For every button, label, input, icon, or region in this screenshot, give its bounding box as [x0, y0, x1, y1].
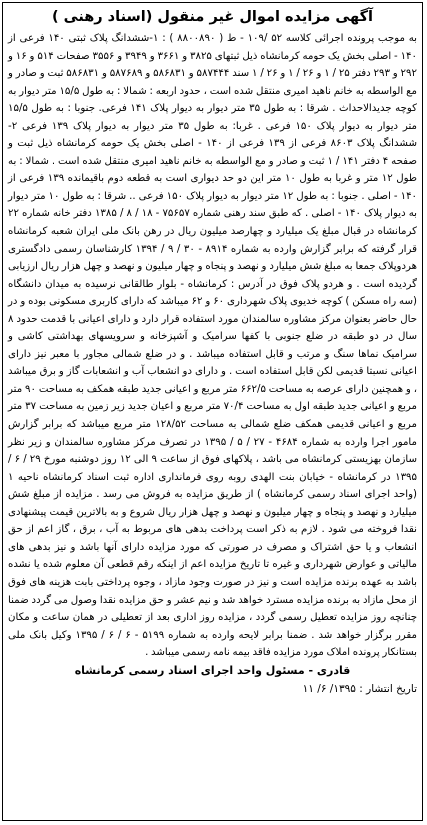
publication-date-value: ۱۳۹۵/ ۶/ ۱۱: [302, 682, 356, 695]
notice-title: آگهی مزایده اموال غیر منقول (اسناد رهنی ): [51, 9, 374, 25]
notice-signature: قادری - مسئول واحد اجرای اسناد رسمی کرمانشاه: [74, 663, 351, 677]
publication-date-label: تاریخ انتشار :: [359, 682, 417, 695]
notice-body: به موجب پرونده اجرائی کلاسه ۵۲ /۱۰۹ - ط ( ۸۸۰۰۸۹۰ ) : ۱-ششدانگ پلاک ثبتی ۱۴۰ فرعی از ۱۴۰ - اصلی بخش یک حومه کرمانشاه ذیل ثبتهای ۳۸۲۵ و ۳۶۶۱ و ۳۹۴۹ و ۳۵۵۶ صفحات ۵۱۴ و ۱۶ و ۲۹۲ و ۲۹۳ دفتر ۲۵ / ۱ و ۲۶ / ۱ و ۲۶ / ۱ سند ۵۸۷۴۴۴ و ۵۸۶۸۳۱ و ۵۸۷۶۸۹ و ۵۸۶۸۳۱ ثبت و صادر و مع الواسطه به خانم ناهید امیری منتقل شده است ، حدود اربعه : شمالا : به طول ۱۵/۵ متر دیوار به کوچه جدیدالاحداث . شرقا : به طول ۳۵ متر دیوار به دیوار پلاک ۱۴۱ فرعی. جنوبا : به طول ۱۵/۵ متر دیوار به دیوار پلاک ۱۵۰ فرعی . غربا: به طول ۳۵ متر دیوار به دیوار پلاک ۱۳۹ فرعی ۲- ششدانگ پلاک ۸۶۰۳ فرعی از ۱۳۹ فرعی از ۱۴۰ - اصلی بخش یک حومه کرمانشاه ذیل ثبت و صفحه ۴ دفتر ۱۴۱ / ۱ ثبت و صادر و مع الواسطه به خانم ناهید امیری منتقل شده است . شمالا : به طول ۱۲ متر و غربا به طول ۱۰ متر این دو حد دیواری است به قطعه دوم باقیمانده ۱۳۹ فرعی از ۱۴۰ - اصلی . جنوبا : به طول ۱۲ متر دیوار به دیوار پلاک ۱۵۰ فرعی .. شرقا : به طول ۱۰ متر دیوار به دیوار پلاک ۱۴۰ - اصلی . که طبق سند رهنی شماره ۷۵۶۵۷ - ۱۸ / ۸ / ۱۳۸۵ دفتر خانه شماره ۲۲ کرمانشاه در قبال مبلغ یک میلیارد و چهارصد میلیون ریال در رهن بانک ملی ایران شعبه کرمانشاه قرار گرفته که برابر گزارش وارده به شماره ۸۹۱۴ - ۳۰ / ۹ / ۱۳۹۴ کارشناسان رسمی دادگستری هردوپلاک جمعا به مبلغ شش میلیارد و نهصد و پنجاه و چهار میلیون و نهصد و چهل هزار ریال ارزیابی گردیده است . و هردو پلاک فوق در آدرس : کرمانشاه - بلوار طالقانی نرسیده به میدان دانشگاه (سه راه مسکن ) کوچه خدیوی پلاک شهرداری ۶۰ و ۶۲ میباشد که دارای کاربری مسکونی بوده و در حال حاضر بعنوان مرکز مشاوره سالمندان مورد استفاده قرار دارد و دارای اعیانی با قدمت حدود ۸ سال در دو طبقه در ضلع جنوبی با کفها سرامیک و آشپزخانه و سرویسهای بهداشتی کاشی و سرامیک نماها سنگ و مرتب و قابل استفاده میباشد . و در ضلع شمالی مجاور با معبر نیز دارای اعیانی نسبتا قدیمی لکن قابل استفاده است . و دارای دو انشعاب آب و انشعابات گاز و برق میباشد ، و همچنین دارای عرصه به مساحت ۶۶۲/۵ متر مربع و اعیانی جدید طبقه همکف به مساحت ۹۰ متر مربع و اعیانی جدید طبقه اول به مساحت ۷۰/۴ متر مربع و اعیان جدید زیر زمین به مساحت ۳۷ متر مربع و اعیانی قدیمی همکف ضلع شمالی به مساحت ۱۲۸/۵۲ متر مربع میباشد که برابر گزارش مامور اجرا وارده به شماره ۴۶۸۴ - ۲۷ / ۵ / ۱۳۹۵ در تصرف مرکز مشاوره سالمندان و زیر نظر سازمان بهزیستی کرمانشاه می باشد ، پلاکهای فوق از ساعت ۹ الی ۱۲ روز دوشنبه مورخ ۲۹ / ۶ / ۱۳۹۵ در کرمانشاه - خیابان بنت الهدی روبه روی فرمانداری اداره ثبت اسناد کرمانشاه ناحیه ۱ (واحد اجرای اسناد رسمی کرمانشاه ) از طریق مزایده به فروش می رسد . مزایده از مبلغ شش میلیارد و نهصد و پنجاه و چهار میلیون و نهصد و چهل هزار ریال شروع و به بالاترین قیمت پیشنهادی نقدا فروخته می شود . لازم به ذکر است پرداخت بدهی های مربوط به آب ، برق ، گاز اعم از حق انشعاب و یا حق اشتراک و مصرف در صورتی که مورد مزایده دارای آنها باشد و نیز بدهی های مالیاتی و عوارض شهرداری و غیره تا تاریخ مزایده اعم از اینکه رقم قطعی آن معلوم شده یا نشده باشد به عهده برنده مزایده است و نیز در صورت وجود مازاد ، وجوه پرداختی بابت هزینه های فوق از محل مازاد به برنده مزایده مسترد خواهد شد و نیم عشر و حق مزایده نقدا وصول می گردد ضمنا چنانچه روز مزایده تعطیل رسمی گردد ، مزایده روز اداری بعد از تعطیلی در همان ساعت و مکان مقرر برگزار خواهد شد . ضمنا برابر لایحه وارده به شماره ۵۱۹۹ - ۶ / ۶ / ۱۳۹۵ وکیل بانک ملی بستانکار پرونده املاک مورد مزایده فاقد بیمه نامه رسمی میباشد .: [8, 33, 418, 659]
publication-date-line: [8, 681, 417, 697]
notice-frame: [2, 2, 423, 821]
